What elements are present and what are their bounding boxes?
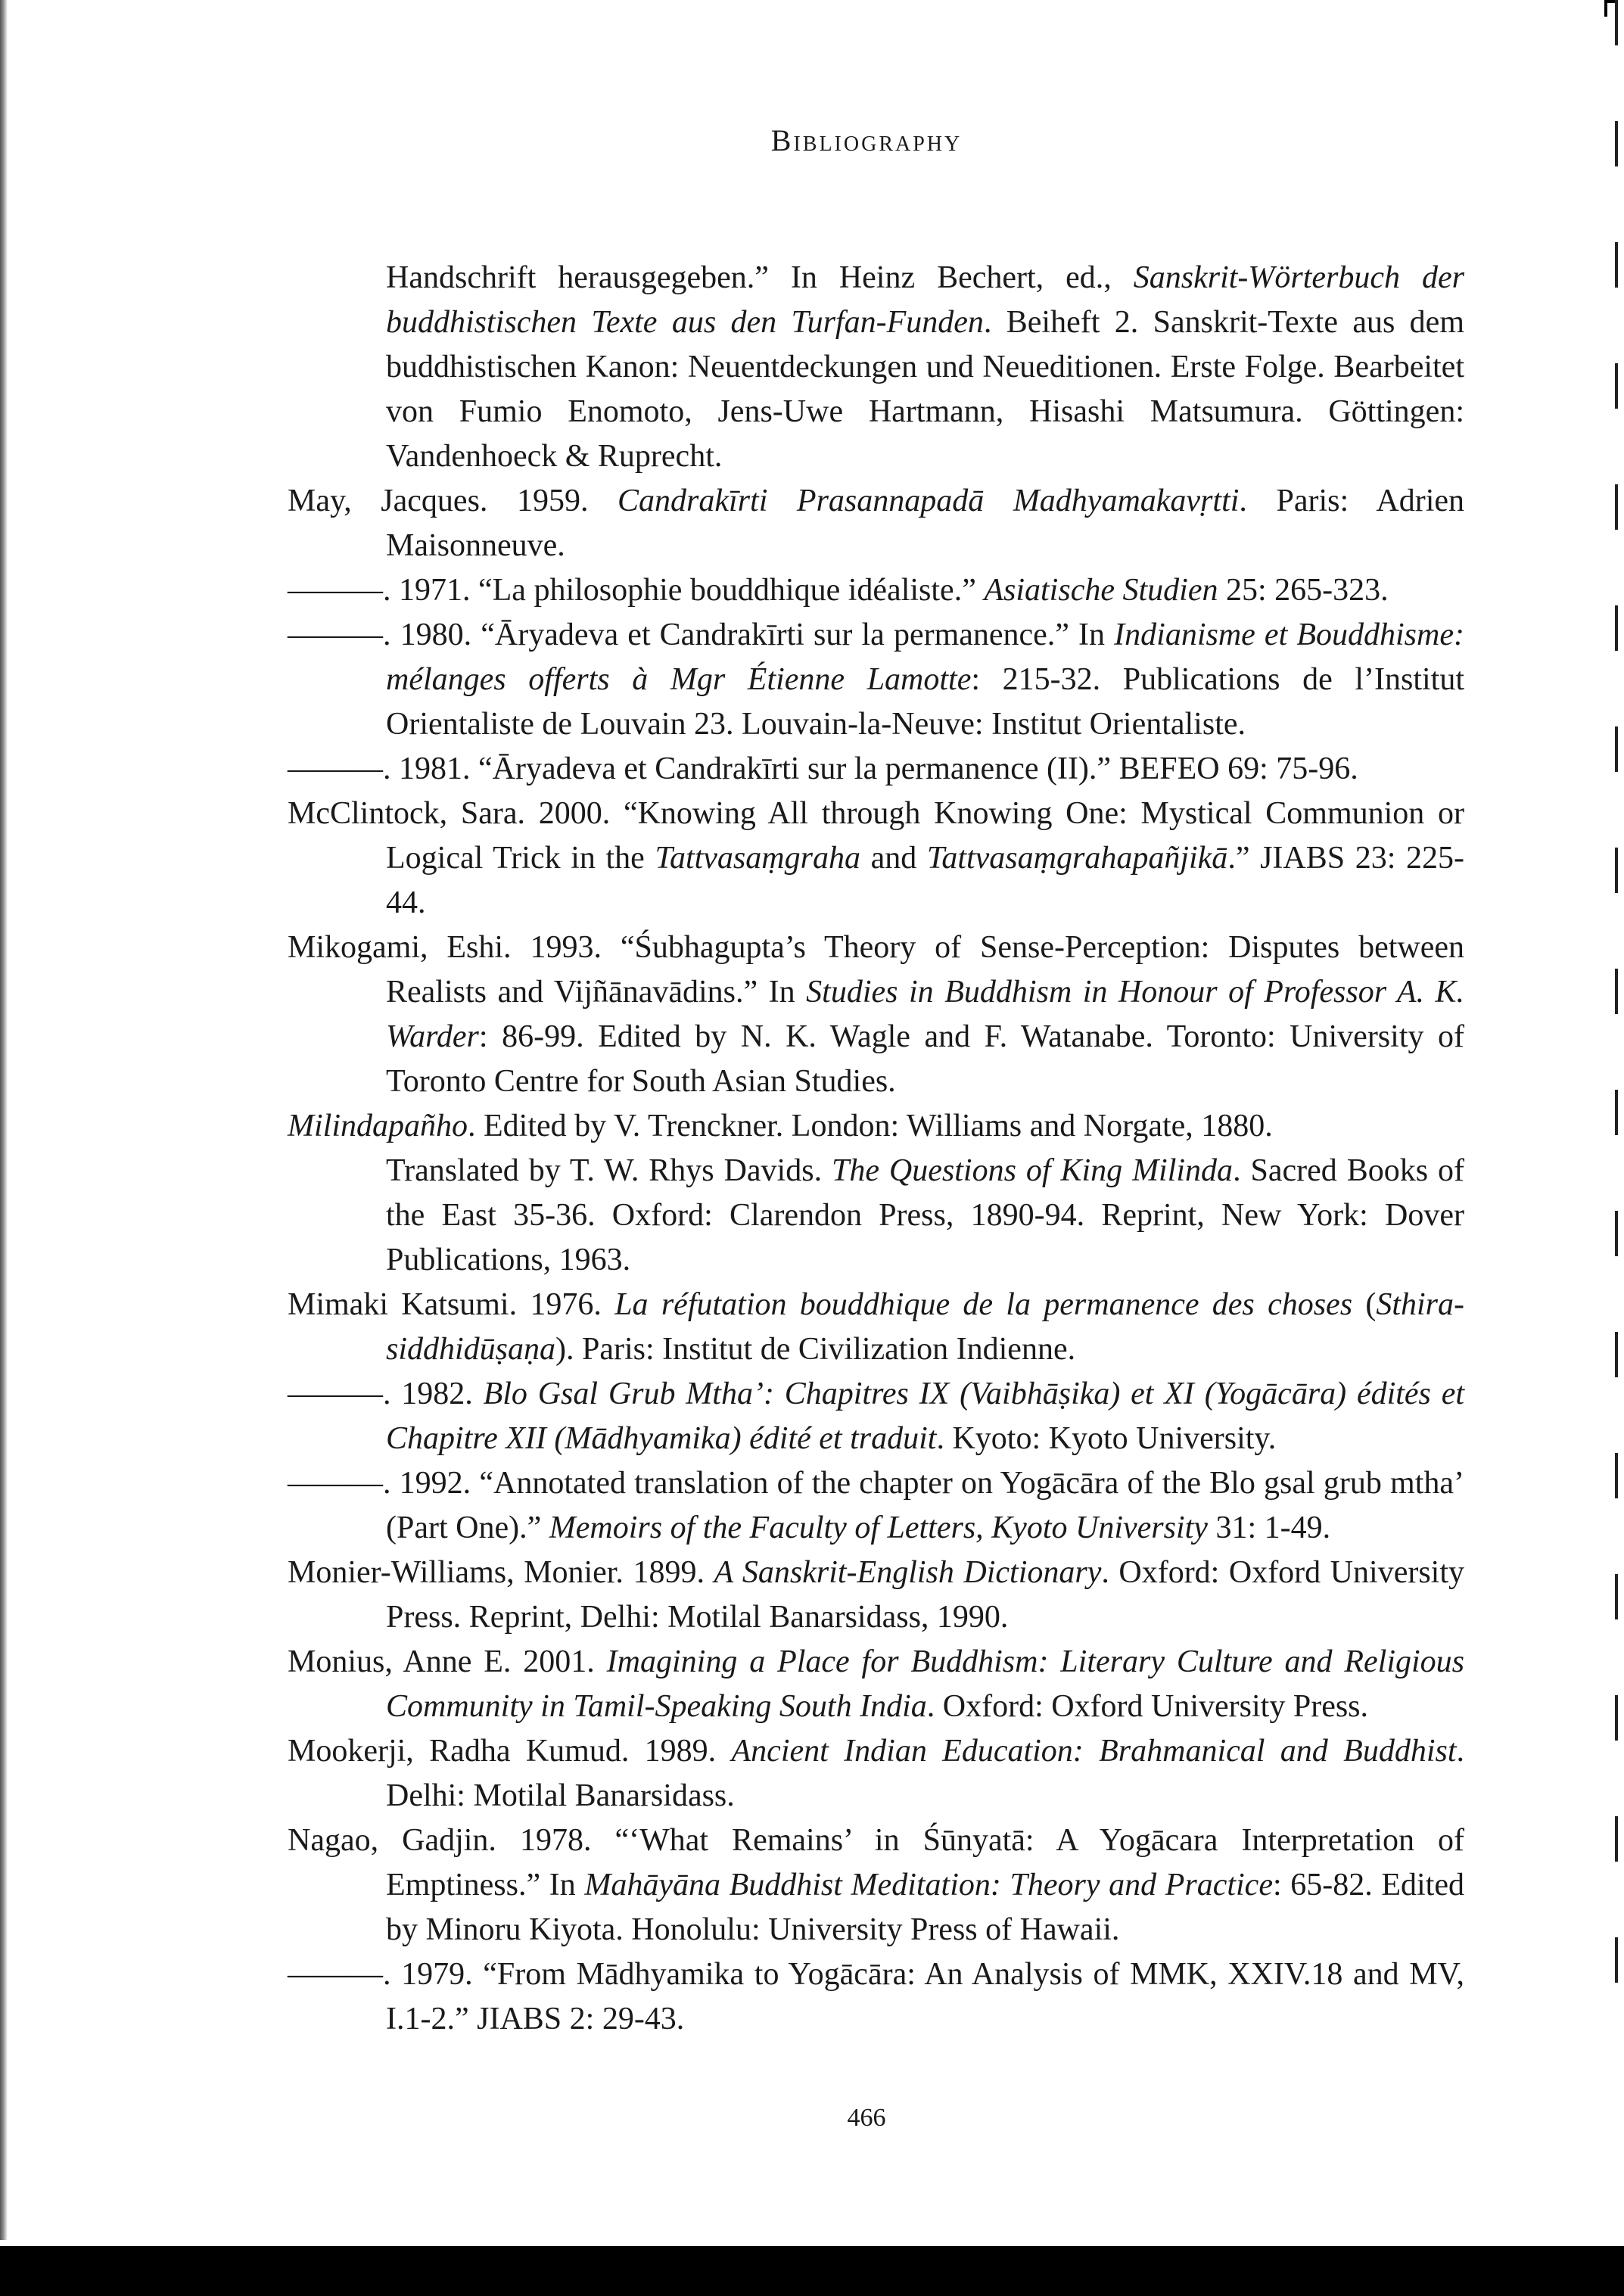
citation-text: Mikogami, Eshi. 1993. “Śubhagupta’s Theory of Sense-Perception: Disputes between Realists and Vijñānavādins.” In [288, 930, 1464, 1010]
citation-text: . Sacred Books of the East 35-36. Oxford: Clarendon Press, 1890-94. Reprint, New York: Dover Publications, 1963. [386, 1153, 1464, 1277]
scan-bottom-border [0, 2246, 1624, 2296]
citation-text: . Kyoto: Kyoto University. [936, 1421, 1277, 1456]
bib-entry-nagao-1978 [288, 1818, 1464, 1952]
italic-title-text: Sanskrit-Wörterbuch der buddhistischen Texte aus den Turfan-Funden [386, 260, 1464, 340]
italic-title-text: Indianisme et Bouddhisme: mélanges offerts à Mgr Étienne Lamotte [386, 618, 1464, 697]
italic-title-text: Candrakīrti Prasannapadā Madhyamakavṛtti [618, 484, 1240, 518]
citation-text: May, Jacques. 1959. [288, 484, 618, 518]
citation-text: and [860, 841, 927, 876]
citation-text: 31: 1-49. [1207, 1510, 1331, 1545]
page-number: 466 [847, 2104, 886, 2132]
italic-title-text: Blo Gsal Grub Mtha’: Chapitres IX (Vaibhāṣika) et XI (Yogācāra) édités et Chapitre XII (Mādhyamika) édité et traduit [386, 1377, 1465, 1456]
bib-entry-may-1959 [288, 479, 1464, 568]
italic-title-text: Imagining a Place for Buddhism: Literary Culture and Religious Community in Tamil-Speaking South India [386, 1644, 1465, 1724]
citation-text: : 215-32. Publications de l’Institut Orientaliste de Louvain 23. Louvain-la-Neuve: Institut Orientaliste. [386, 662, 1464, 742]
bib-entry-mookerji-1989 [288, 1729, 1464, 1818]
italic-title-text: Tattvasaṃgrahapañjikā [926, 841, 1228, 876]
bib-entry-may-1981 [288, 747, 1464, 792]
italic-title-text: Sthira-siddhidūṣaṇa [386, 1287, 1464, 1367]
bib-entry-mikogami-1993 [288, 926, 1464, 1104]
citation-text: Nagao, Gadjin. 1978. “‘What Remains’ in Śūnyatā: A Yogācara Interpretation of Emptiness.” In [288, 1823, 1464, 1902]
citation-text: ———. 1979. “From Mādhyamika to Yogācāra: An Analysis of MMK, XXIV.18 and MV, I.1-2.” JIABS 2: 29-43. [288, 1957, 1464, 2036]
bib-entry-mimaki-1992 [288, 1461, 1464, 1551]
italic-title-text: Memoirs of the Faculty of Letters, Kyoto University [549, 1510, 1208, 1545]
scan-left-edge [0, 0, 8, 2240]
citation-text: .” JIABS 23: 225-44. [386, 841, 1464, 920]
bib-entry-mcclintock-2000 [288, 792, 1464, 926]
citation-text: . Oxford: Oxford University Press. Reprint, Delhi: Motilal Banarsidass, 1990. [386, 1555, 1464, 1635]
bib-entry-mimaki-1982 [288, 1372, 1464, 1461]
bib-entry-mimaki-1976 [288, 1283, 1464, 1372]
scan-right-edge [1615, 0, 1618, 2043]
citation-text: Monier-Williams, Monier. 1899. [288, 1555, 714, 1590]
bibliography-list [288, 256, 1464, 2042]
bib-entry-milindapanho [288, 1104, 1464, 1149]
citation-text: ———. 1982. [288, 1377, 484, 1411]
citation-text: . Beiheft 2. Sanskrit-Texte aus dem buddhistischen Kanon: Neuentdeckungen und Neueditionen. Erste Folge. Bearbeitet von Fumio Enomoto, Jens-Uwe Hartmann, Hisashi Matsumura. Göttingen: Vandenhoeck & Ruprecht. [386, 305, 1464, 474]
italic-title-text: Milindapañho [288, 1109, 468, 1143]
bib-entry-monius-2001 [288, 1640, 1464, 1729]
citation-text: 25: 265-323. [1218, 573, 1389, 608]
citation-text: . Oxford: Oxford University Press. [926, 1689, 1369, 1724]
bib-entry-may-1980 [288, 613, 1464, 747]
italic-title-text: Tattvasaṃgraha [655, 841, 860, 876]
italic-title-text: The Questions of King Milinda [832, 1153, 1234, 1188]
italic-title-text: Mahāyāna Buddhist Meditation: Theory and Practice [584, 1868, 1273, 1902]
bib-entry-may-1971 [288, 568, 1464, 613]
citation-text: ———. 1971. “La philosophie bouddhique idéaliste.” [288, 573, 985, 608]
citation-text: ). Paris: Institut de Civilization Indienne. [555, 1332, 1076, 1367]
italic-title-text: Studies in Buddhism in Honour of Professor A. K. Warder [386, 975, 1465, 1054]
bib-entry-nagao-1979 [288, 1952, 1464, 2042]
citation-text: . Paris: Adrien Maisonneuve. [386, 484, 1464, 563]
citation-text: : 65-82. Edited by Minoru Kiyota. Honolulu: University Press of Hawaii. [386, 1868, 1464, 1947]
bib-entry-monier-williams-1899 [288, 1551, 1464, 1640]
italic-title-text: Asiatische Studien [984, 573, 1218, 608]
bib-entry-milindapanho-translation [288, 1149, 1464, 1283]
citation-text: . Delhi: Motilal Banarsidass. [386, 1734, 1465, 1813]
citation-text: McClintock, Sara. 2000. “Knowing All through Knowing One: Mystical Communion or Logical Trick in the [288, 796, 1464, 876]
citation-text: ———. 1992. “Annotated translation of the chapter on Yogācāra of the Blo gsal grub mtha’ (Part One).” [288, 1466, 1464, 1545]
citation-text: Translated by T. W. Rhys Davids. [386, 1153, 832, 1188]
italic-title-text: A Sanskrit-English Dictionary [714, 1555, 1102, 1590]
citation-text: : 86-99. Edited by N. K. Wagle and F. Watanabe. Toronto: University of Toronto Centre for South Asian Studies. [386, 1019, 1464, 1099]
citation-text: Mimaki Katsumi. 1976. [288, 1287, 615, 1322]
citation-text: Mookerji, Radha Kumud. 1989. [288, 1734, 732, 1769]
bib-entry-continued [288, 256, 1464, 479]
citation-text: ( [1352, 1287, 1377, 1322]
italic-title-text: La réfutation bouddhique de la permanence des choses [614, 1287, 1353, 1322]
italic-title-text: Ancient Indian Education: Brahmanical and Buddhist [731, 1734, 1457, 1769]
citation-text: Handschrift herausgegeben.” In Heinz Bechert, ed., [386, 260, 1134, 295]
citation-text: ———. 1981. “Āryadeva et Candrakīrti sur la permanence (II).” BEFEO 69: 75-96. [288, 751, 1358, 786]
running-head: Bibliography [770, 123, 963, 157]
citation-text: . Edited by V. Trenckner. London: Williams and Norgate, 1880. [468, 1109, 1273, 1143]
citation-text: Monius, Anne E. 2001. [288, 1644, 607, 1679]
citation-text: ———. 1980. “Āryadeva et Candrakīrti sur la permanence.” In [288, 618, 1115, 652]
